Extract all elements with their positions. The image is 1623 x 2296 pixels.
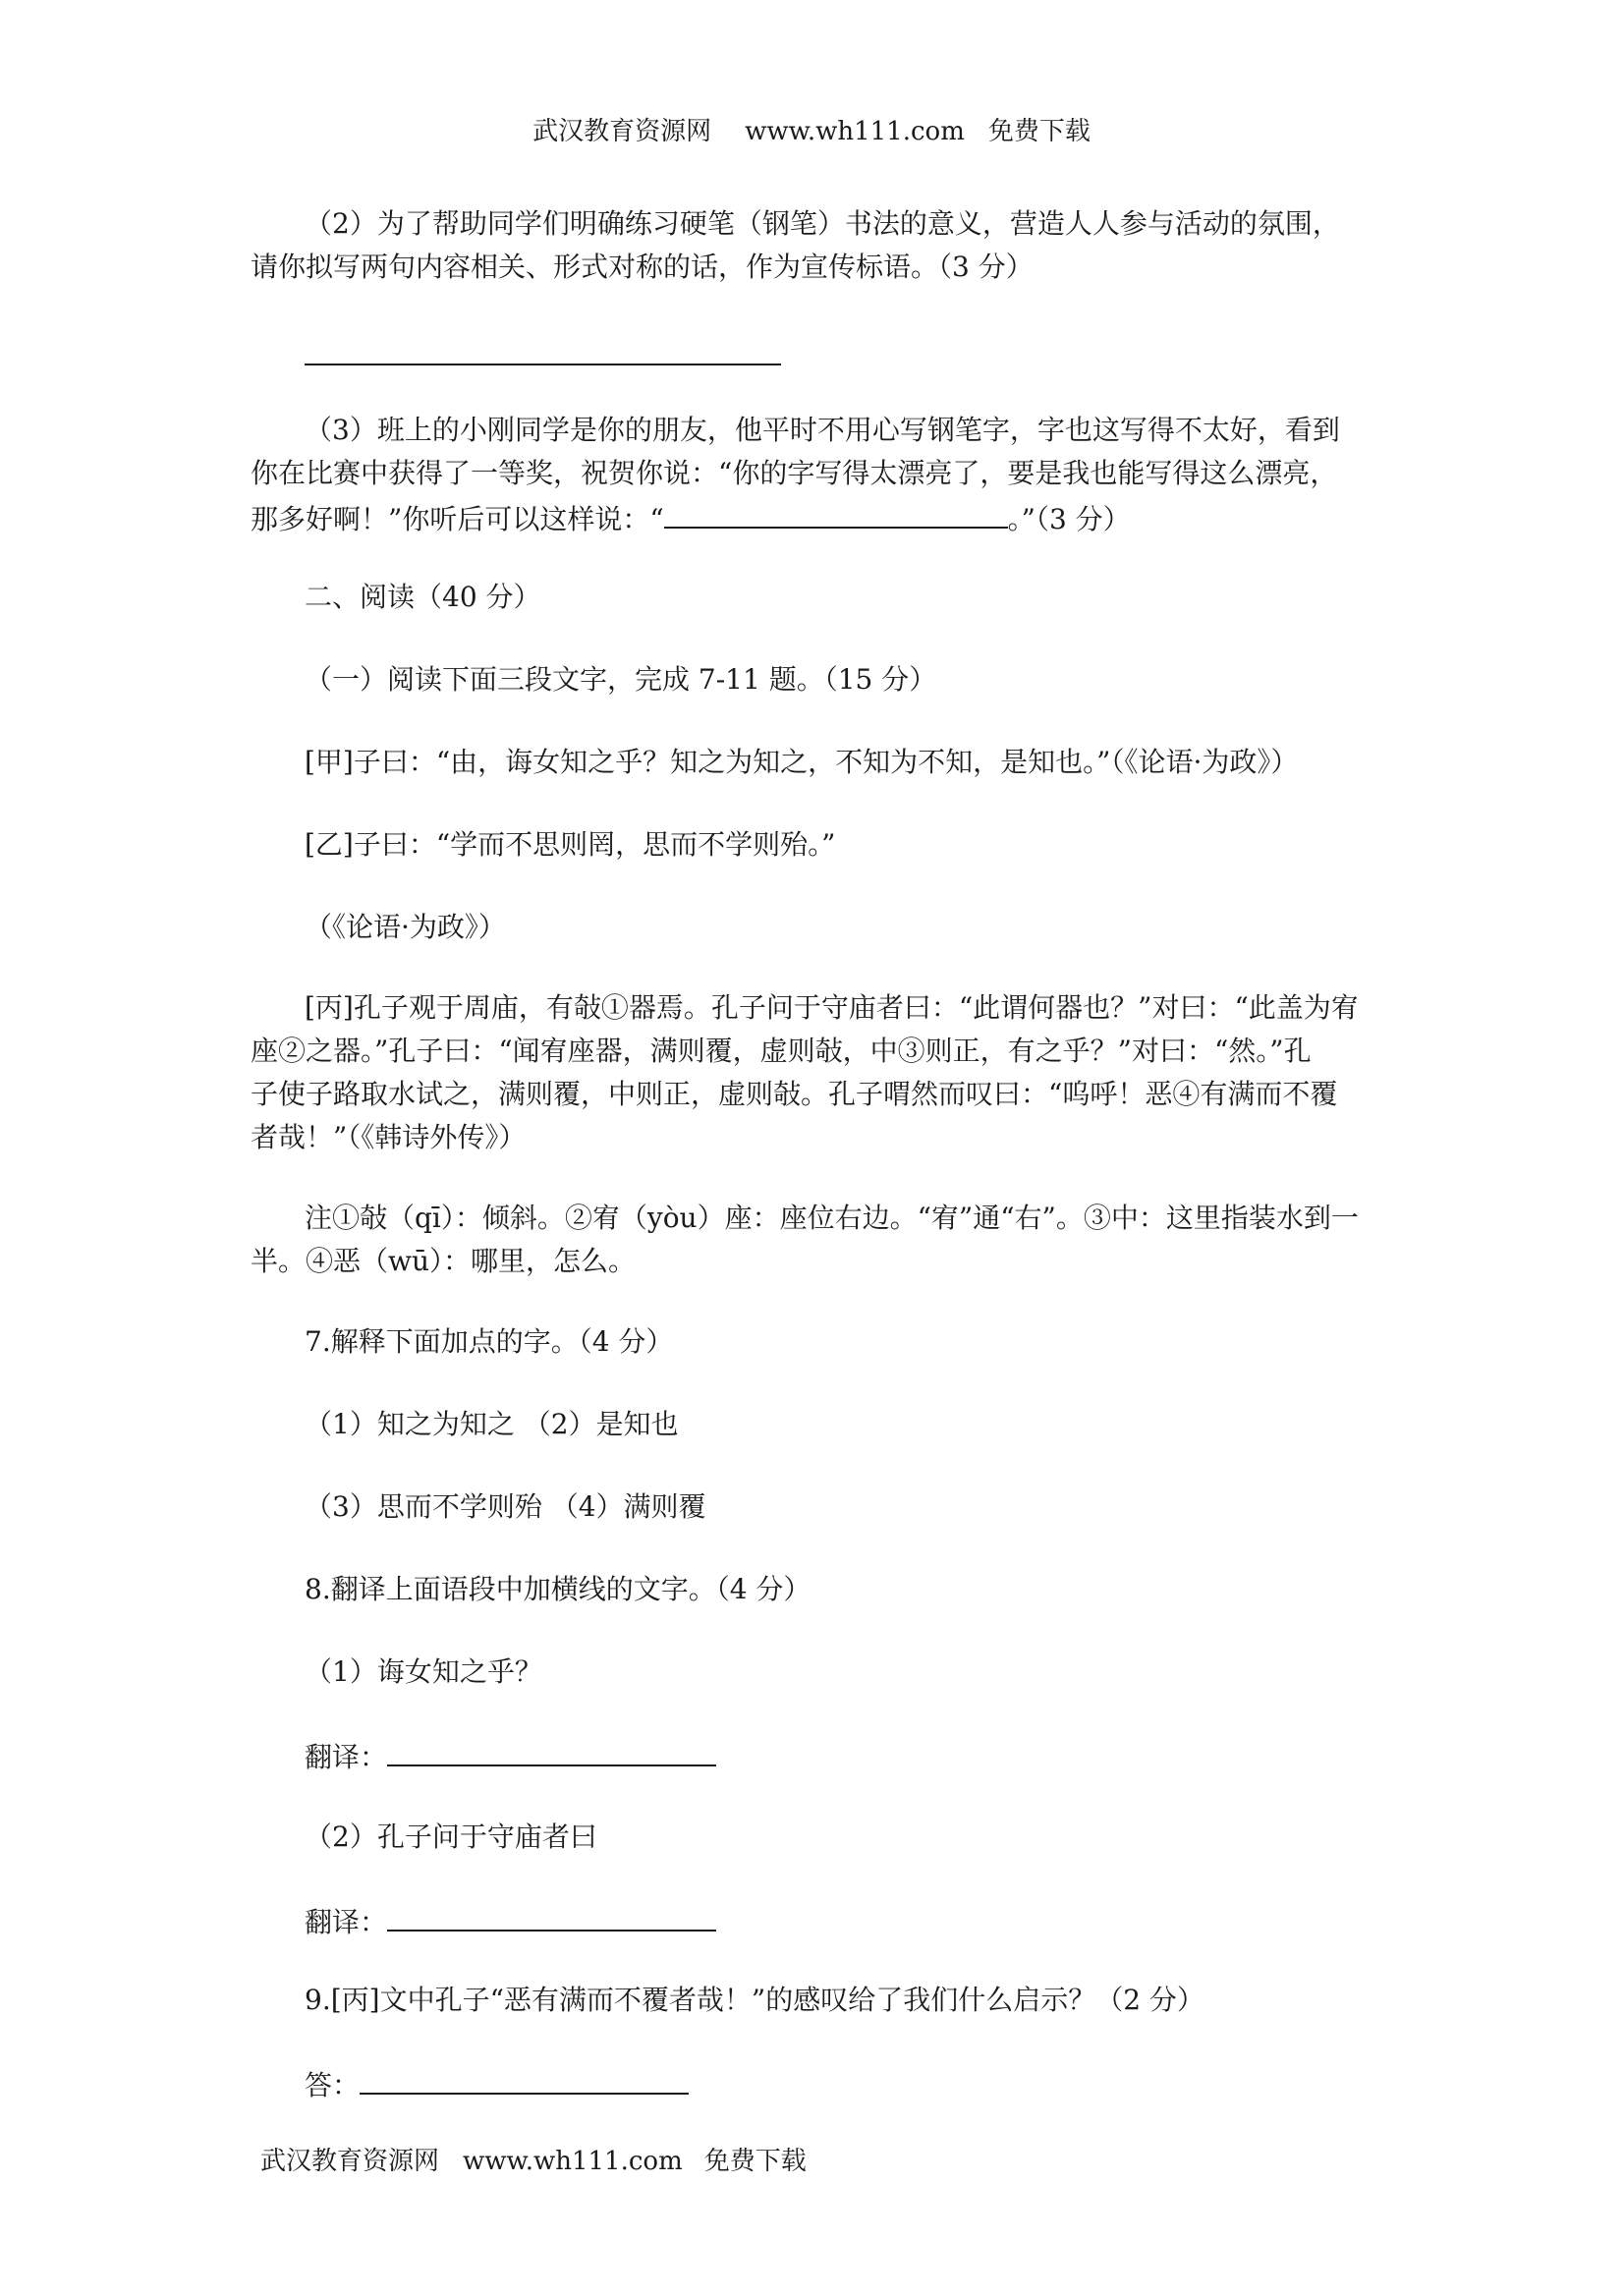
notes-line2: 半。④恶（wū）：哪里，怎么。 [251, 1245, 637, 1277]
q2-line1: （2）为了帮助同学们明确练习硬笔（钢笔）书法的意义，营造人人参与活动的氛围， [305, 207, 1340, 240]
q8-answer-blank-1 [387, 1735, 716, 1766]
q8-translate2 [305, 1900, 716, 1942]
header-download: 免费下载 [987, 117, 1091, 146]
passage-bing-line1: [丙]孔子观于周庙，有敧①器焉。孔子问于守庙者曰：“此谓何器也？”对曰：“此盖为宥 [305, 991, 1359, 1024]
passage-bing-line3: 子使子路取水试之，满则覆，中则正，虚则敧。孔子喟然而叹曰：“呜呼！恶④有满而不覆 [251, 1078, 1338, 1110]
q7-title: 7.解释下面加点的字。（4 分） [305, 1325, 674, 1358]
footer-site: 武汉教育资源网 [260, 2147, 440, 2176]
q9-answer [305, 2063, 689, 2105]
q8-title: 8.翻译上面语段中加横线的文字。（4 分） [305, 1573, 812, 1605]
q8-translate2-label: 翻译： [305, 1906, 388, 1938]
header-site: 武汉教育资源网 [532, 117, 712, 146]
q3-answer-blank [664, 497, 1008, 529]
passage-yi-source: （《论语·为政》） [305, 911, 506, 943]
page-header [0, 112, 1623, 151]
q9-answer-label: 答： [305, 2069, 361, 2101]
part1-intro: （一）阅读下面三段文字，完成 7-11 题。（15 分） [305, 663, 937, 696]
q3-line1: （3）班上的小刚同学是你的朋友，他平时不用心写钢笔字，字也这写得不太好，看到 [305, 414, 1340, 446]
footer-download: 免费下载 [703, 2147, 807, 2176]
q8-item2: （2）孔子问于守庙者曰 [305, 1820, 597, 1853]
q7-row1: （1）知之为知之 （2）是知也 [305, 1408, 679, 1440]
q7-row2: （3）思而不学则殆 （4）满则覆 [305, 1490, 706, 1523]
q2-line2: 请你拟写两句内容相关、形式对称的话，作为宣传标语。（3 分） [251, 251, 1034, 283]
q9-answer-blank [360, 2063, 689, 2095]
passage-jia: [甲]子曰：“由，诲女知之乎？知之为知之，不知为不知，是知也。”（《论语·为政》） [305, 746, 1299, 778]
q8-answer-blank-2 [387, 1900, 716, 1932]
q8-translate1-label: 翻译： [305, 1741, 388, 1773]
q3-line3-before: 那多好啊！”你听后可以这样说：“ [251, 503, 664, 535]
q2-answer-line [305, 364, 781, 365]
page-footer [260, 2142, 807, 2181]
q3-line3-after: 。”（3 分） [1007, 503, 1131, 535]
section2-title: 二、阅读（40 分） [305, 581, 541, 613]
passage-bing-line4: 者哉！”（《韩诗外传》） [251, 1121, 527, 1153]
q3-line3 [251, 497, 1131, 539]
q8-item1: （1）诲女知之乎？ [305, 1655, 542, 1688]
passage-bing-line2: 座②之器。”孔子曰：“闻宥座器，满则覆，虚则敧，中③则正，有之乎？”对曰：“然。”孔 [251, 1035, 1312, 1067]
footer-url: www.wh111.com [463, 2147, 683, 2176]
passage-yi: [乙]子曰：“学而不思则罔，思而不学则殆。” [305, 828, 836, 861]
q8-translate1 [305, 1735, 716, 1777]
header-url: www.wh111.com [745, 117, 965, 146]
q9-title: 9.[丙]文中孔子“恶有满而不覆者哉！”的感叹给了我们什么启示？（2 分） [305, 1984, 1204, 2016]
q3-line2: 你在比赛中获得了一等奖，祝贺你说：“你的字写得太漂亮了，要是我也能写得这么漂亮， [251, 457, 1338, 489]
notes-line1: 注①敧（qī）：倾斜。②宥（yòu）座：座位右边。“宥”通“右”。③中：这里指装水到一 [305, 1202, 1359, 1234]
